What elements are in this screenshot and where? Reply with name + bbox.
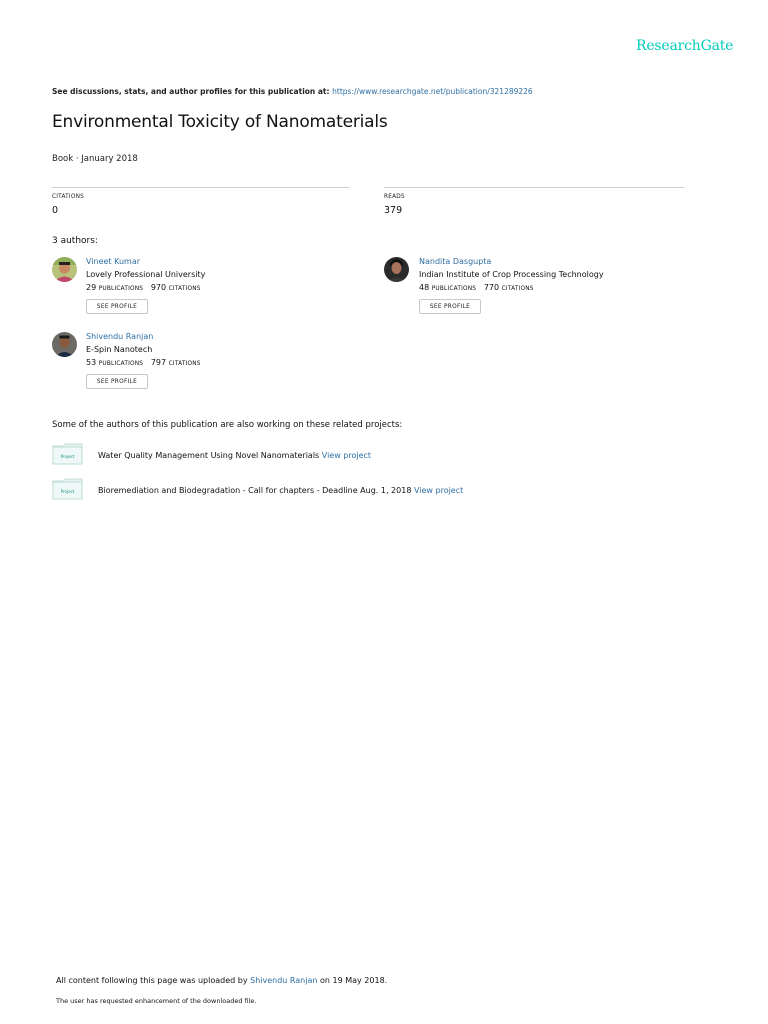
project-icon-label: Project bbox=[60, 454, 75, 459]
project-item bbox=[98, 451, 371, 460]
upload-note bbox=[56, 976, 387, 985]
project-icon-label: Project bbox=[60, 489, 75, 494]
citations-label: CITATIONS bbox=[501, 286, 534, 292]
avatar-photo-icon bbox=[52, 257, 77, 282]
author-name-link[interactable]: Vineet Kumar bbox=[86, 257, 141, 266]
reads-value: 379 bbox=[384, 205, 403, 216]
avatar[interactable] bbox=[52, 257, 77, 282]
enhancement-notice: The user has requested enhancement of the downloaded file. bbox=[56, 997, 257, 1005]
discussion-prefix: See discussions, stats, and author profiles for this publication at: bbox=[52, 87, 333, 96]
upload-suffix: on 19 May 2018. bbox=[317, 976, 388, 985]
publication-meta: Book · January 2018 bbox=[52, 154, 138, 164]
related-projects-heading: Some of the authors of this publication are also working on these related projects: bbox=[52, 420, 403, 430]
project-item bbox=[98, 486, 463, 495]
author-stats bbox=[86, 358, 201, 367]
publications-label: PUBLICATIONS bbox=[431, 286, 477, 292]
author-affiliation: Indian Institute of Crop Processing Technology bbox=[419, 270, 604, 279]
avatar-photo-icon bbox=[52, 332, 77, 357]
discussion-line bbox=[52, 87, 533, 96]
citations-label: CITATIONS bbox=[168, 286, 201, 292]
researchgate-logo[interactable]: ResearchGate bbox=[636, 38, 734, 54]
project-title: Bioremediation and Biodegradation - Call for chapters - Deadline Aug. 1, 2018 bbox=[98, 486, 412, 495]
upload-prefix: All content following this page was uploaded by bbox=[56, 976, 251, 985]
divider-citations bbox=[52, 187, 350, 188]
view-project-link[interactable]: View project bbox=[321, 451, 372, 460]
authors-heading: 3 authors: bbox=[52, 236, 98, 246]
publications-count: 48 bbox=[419, 283, 430, 292]
view-project-link[interactable]: View project bbox=[413, 486, 464, 495]
project-folder-icon bbox=[52, 478, 83, 500]
citations-count: 970 bbox=[150, 283, 167, 292]
author-affiliation: Lovely Professional University bbox=[86, 270, 206, 279]
avatar[interactable] bbox=[52, 332, 77, 357]
author-name-link[interactable]: Nandita Dasgupta bbox=[419, 257, 492, 266]
citations-count: 770 bbox=[483, 283, 500, 292]
citations-label: CITATIONS bbox=[168, 361, 201, 367]
publications-label: PUBLICATIONS bbox=[98, 286, 144, 292]
reads-label: READS bbox=[384, 194, 405, 200]
citations-label: CITATIONS bbox=[52, 194, 84, 200]
avatar[interactable] bbox=[384, 257, 409, 282]
publications-count: 29 bbox=[86, 283, 97, 292]
citations-value: 0 bbox=[52, 205, 59, 216]
see-profile-button[interactable]: SEE PROFILE bbox=[419, 299, 481, 314]
publications-count: 53 bbox=[86, 358, 97, 367]
author-stats bbox=[86, 283, 201, 292]
author-affiliation: E-Spin Nanotech bbox=[86, 345, 153, 354]
see-profile-button[interactable]: SEE PROFILE bbox=[86, 374, 148, 389]
uploader-link[interactable]: Shivendu Ranjan bbox=[250, 976, 318, 985]
divider-reads bbox=[384, 187, 684, 188]
see-profile-button[interactable]: SEE PROFILE bbox=[86, 299, 148, 314]
publications-label: PUBLICATIONS bbox=[98, 361, 144, 367]
project-folder-icon bbox=[52, 443, 83, 465]
publication-url-link[interactable]: https://www.researchgate.net/publication/321289226 bbox=[332, 87, 533, 96]
avatar-photo-icon bbox=[384, 257, 409, 282]
project-title: Water Quality Management Using Novel Nanomaterials bbox=[98, 451, 320, 460]
publication-title: Environmental Toxicity of Nanomaterials bbox=[52, 112, 388, 132]
author-name-link[interactable]: Shivendu Ranjan bbox=[86, 332, 154, 341]
author-stats bbox=[419, 283, 534, 292]
citations-count: 797 bbox=[150, 358, 167, 367]
